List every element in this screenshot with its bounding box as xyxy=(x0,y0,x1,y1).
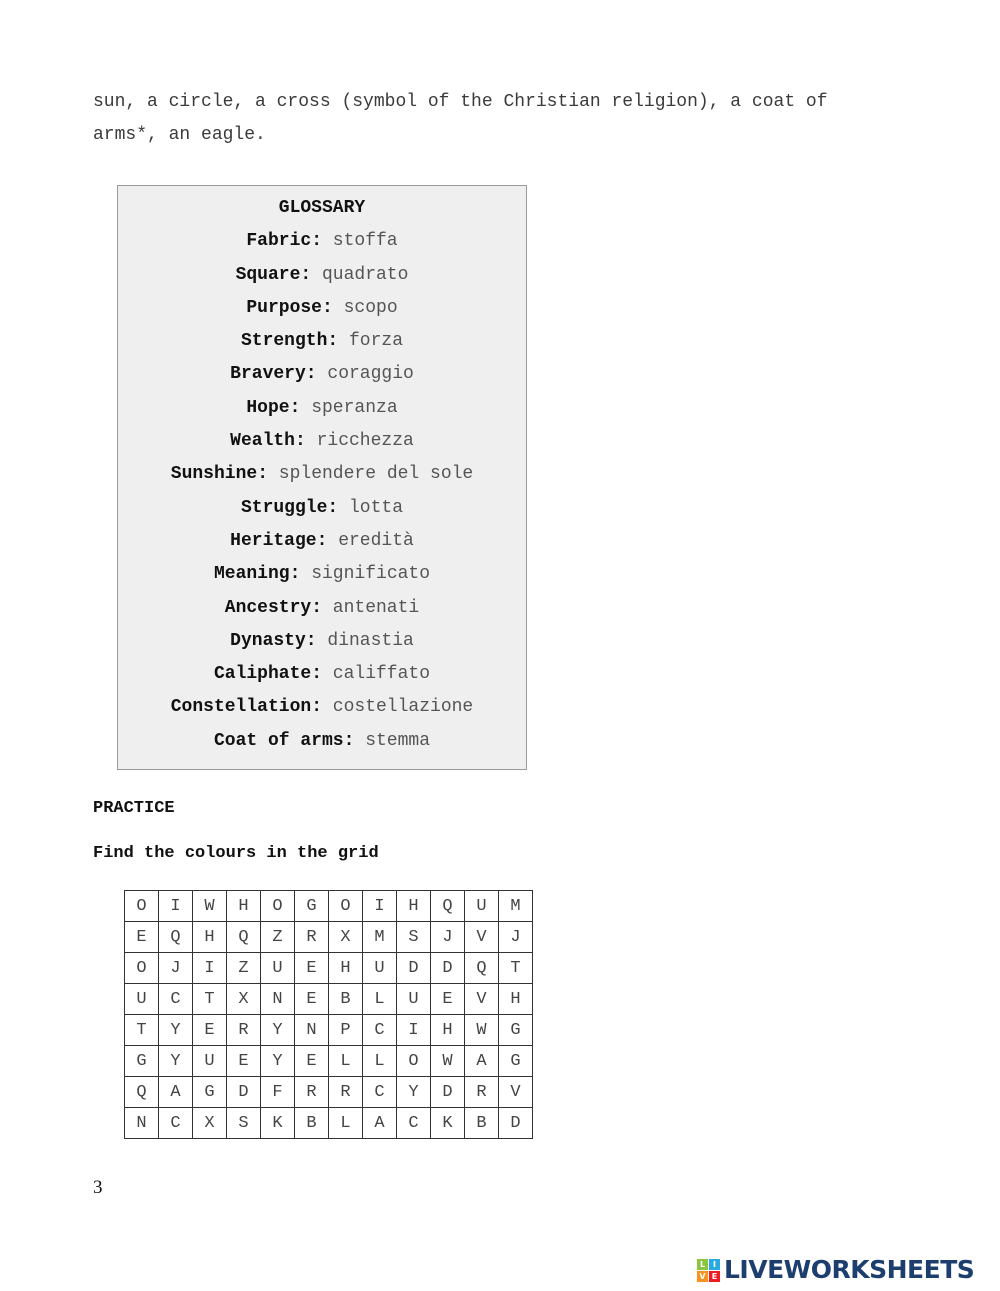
grid-cell: L xyxy=(329,1108,363,1139)
grid-cell: D xyxy=(431,953,465,984)
intro-line-2: arms*, an eagle. xyxy=(93,125,266,145)
grid-cell: L xyxy=(363,984,397,1015)
grid-cell: Y xyxy=(261,1046,295,1077)
glossary-definition: scopo xyxy=(343,297,398,318)
grid-cell: Q xyxy=(227,922,261,953)
glossary-colon: : xyxy=(322,297,344,318)
glossary-title: GLOSSARY xyxy=(278,198,366,218)
grid-cell: D xyxy=(499,1108,533,1139)
grid-row xyxy=(125,953,533,984)
grid-row xyxy=(125,984,533,1015)
glossary-definition: califfato xyxy=(332,664,431,685)
grid-cell: S xyxy=(397,922,431,953)
grid-cell: U xyxy=(125,984,159,1015)
grid-cell: K xyxy=(431,1108,465,1139)
grid-cell: X xyxy=(227,984,261,1015)
glossary-entry xyxy=(118,492,526,525)
grid-cell: B xyxy=(329,984,363,1015)
glossary-term: Fabric xyxy=(246,231,312,252)
grid-cell: D xyxy=(397,953,431,984)
grid-cell: Q xyxy=(465,953,499,984)
glossary-term: Heritage xyxy=(230,530,317,551)
glossary-term: Strength xyxy=(240,331,328,352)
glossary-term: Dynasty xyxy=(230,630,306,651)
grid-cell: J xyxy=(431,922,465,953)
glossary-colon: : xyxy=(316,530,339,551)
glossary-definition: ricchezza xyxy=(316,431,414,452)
grid-cell: R xyxy=(465,1077,499,1108)
glossary-term: Constellation xyxy=(170,697,312,718)
grid-cell: O xyxy=(397,1046,431,1077)
glossary-colon: : xyxy=(305,364,328,385)
word-search-grid xyxy=(124,890,533,1139)
grid-cell: P xyxy=(329,1015,363,1046)
grid-cell: M xyxy=(499,891,533,922)
grid-cell: T xyxy=(499,953,533,984)
glossary-definition: stemma xyxy=(365,730,431,751)
liveworksheets-logo-icon xyxy=(697,1259,720,1282)
grid-cell: T xyxy=(125,1015,159,1046)
glossary-colon: : xyxy=(311,597,333,618)
grid-cell: M xyxy=(363,922,397,953)
glossary-entry xyxy=(118,625,526,658)
glossary-term: Struggle xyxy=(240,497,328,518)
grid-cell: W xyxy=(431,1046,465,1077)
glossary-entry xyxy=(118,691,526,724)
grid-cell: U xyxy=(363,953,397,984)
glossary-term: Sunshine xyxy=(170,464,258,485)
grid-cell: D xyxy=(227,1077,261,1108)
glossary-entry xyxy=(118,358,526,391)
grid-cell: Q xyxy=(125,1077,159,1108)
grid-cell: A xyxy=(363,1108,397,1139)
glossary-term: Ancestry xyxy=(224,597,312,618)
grid-cell: B xyxy=(465,1108,499,1139)
grid-cell: Z xyxy=(227,953,261,984)
grid-cell: K xyxy=(261,1108,295,1139)
glossary-definition: dinastia xyxy=(327,630,414,651)
grid-cell: O xyxy=(125,891,159,922)
grid-cell: N xyxy=(125,1108,159,1139)
logo-square: V xyxy=(697,1271,708,1282)
logo-square: I xyxy=(709,1259,720,1270)
practice-heading: PRACTICE xyxy=(93,799,175,818)
glossary-entry xyxy=(118,658,526,691)
grid-cell: U xyxy=(193,1046,227,1077)
grid-cell: E xyxy=(295,984,329,1015)
grid-cell: H xyxy=(431,1015,465,1046)
grid-cell: Y xyxy=(159,1046,193,1077)
grid-cell: G xyxy=(295,891,329,922)
glossary-colon: : xyxy=(257,464,279,485)
grid-cell: E xyxy=(193,1015,227,1046)
glossary-colon: : xyxy=(311,231,333,252)
grid-cell: C xyxy=(397,1108,431,1139)
glossary-term: Wealth xyxy=(230,431,295,452)
grid-row xyxy=(125,922,533,953)
grid-cell: E xyxy=(431,984,465,1015)
glossary-term: Meaning xyxy=(213,564,290,585)
glossary-term: Purpose xyxy=(246,297,322,318)
glossary-entry xyxy=(118,292,526,325)
grid-cell: G xyxy=(499,1046,533,1077)
grid-cell: E xyxy=(227,1046,261,1077)
glossary-list xyxy=(118,192,526,758)
grid-cell: V xyxy=(465,922,499,953)
grid-cell: H xyxy=(397,891,431,922)
glossary-definition: antenati xyxy=(332,597,420,618)
glossary-entry xyxy=(118,458,526,491)
glossary-entry xyxy=(118,392,526,425)
glossary-entry xyxy=(118,558,526,591)
liveworksheets-brand xyxy=(697,1255,974,1285)
glossary-definition: forza xyxy=(349,331,404,352)
grid-cell: R xyxy=(295,1077,329,1108)
logo-square: L xyxy=(697,1259,708,1270)
glossary-colon: : xyxy=(300,264,322,285)
grid-row xyxy=(125,891,533,922)
glossary-definition: quadrato xyxy=(322,264,409,285)
grid-cell: Y xyxy=(397,1077,431,1108)
grid-cell: I xyxy=(363,891,397,922)
grid-cell: C xyxy=(159,1108,193,1139)
grid-cell: R xyxy=(295,922,329,953)
glossary-box xyxy=(117,185,527,770)
glossary-term: Coat of arms xyxy=(213,730,344,751)
glossary-entry xyxy=(118,525,526,558)
grid-cell: S xyxy=(227,1108,261,1139)
glossary-definition: costellazione xyxy=(332,697,474,718)
glossary-definition: eredità xyxy=(338,530,414,551)
grid-cell: V xyxy=(465,984,499,1015)
grid-cell: R xyxy=(329,1077,363,1108)
grid-row xyxy=(125,1015,533,1046)
grid-cell: E xyxy=(125,922,159,953)
grid-cell: A xyxy=(465,1046,499,1077)
grid-cell: X xyxy=(193,1108,227,1139)
grid-cell: U xyxy=(261,953,295,984)
page-number: 3 xyxy=(93,1177,103,1198)
grid-cell: D xyxy=(431,1077,465,1108)
glossary-term: Bravery xyxy=(230,364,306,385)
glossary-colon: : xyxy=(305,630,328,651)
grid-cell: U xyxy=(397,984,431,1015)
glossary-term: Hope xyxy=(246,397,290,418)
grid-cell: Z xyxy=(261,922,295,953)
grid-cell: G xyxy=(125,1046,159,1077)
glossary-definition: splendere del sole xyxy=(278,464,474,485)
practice-instruction: Find the colours in the grid xyxy=(93,844,379,863)
grid-cell: V xyxy=(499,1077,533,1108)
grid-cell: Y xyxy=(261,1015,295,1046)
glossary-colon: : xyxy=(311,664,333,685)
glossary-term: Square xyxy=(235,264,301,285)
grid-cell: H xyxy=(499,984,533,1015)
grid-row xyxy=(125,1108,533,1139)
grid-cell: B xyxy=(295,1108,329,1139)
grid-cell: Q xyxy=(431,891,465,922)
grid-cell: O xyxy=(125,953,159,984)
glossary-definition: lotta xyxy=(349,497,404,518)
glossary-entry xyxy=(118,259,526,292)
grid-cell: R xyxy=(227,1015,261,1046)
grid-cell: T xyxy=(193,984,227,1015)
glossary-colon: : xyxy=(327,497,349,518)
grid-cell: N xyxy=(261,984,295,1015)
glossary-colon: : xyxy=(327,331,349,352)
glossary-entry xyxy=(118,725,526,758)
glossary-colon: : xyxy=(289,397,312,418)
glossary-definition: speranza xyxy=(311,397,398,418)
grid-cell: G xyxy=(193,1077,227,1108)
glossary-entry xyxy=(118,325,526,358)
grid-cell: W xyxy=(465,1015,499,1046)
grid-cell: U xyxy=(465,891,499,922)
intro-line-1: sun, a circle, a cross (symbol of the Christian religion), a coat of xyxy=(93,92,828,112)
grid-row xyxy=(125,1077,533,1108)
grid-cell: I xyxy=(397,1015,431,1046)
glossary-colon: : xyxy=(294,431,317,452)
grid-cell: C xyxy=(363,1077,397,1108)
logo-square: E xyxy=(709,1271,720,1282)
grid-cell: H xyxy=(193,922,227,953)
glossary-colon: : xyxy=(343,730,366,751)
glossary-definition: coraggio xyxy=(327,364,414,385)
grid-cell: N xyxy=(295,1015,329,1046)
glossary-definition: stoffa xyxy=(332,231,398,252)
grid-cell: I xyxy=(193,953,227,984)
grid-row xyxy=(125,1046,533,1077)
grid-cell: E xyxy=(295,953,329,984)
glossary-colon: : xyxy=(311,697,333,718)
grid-cell: L xyxy=(329,1046,363,1077)
grid-cell: Y xyxy=(159,1015,193,1046)
grid-cell: J xyxy=(499,922,533,953)
grid-cell: F xyxy=(261,1077,295,1108)
intro-text xyxy=(93,86,923,152)
grid-cell: C xyxy=(159,984,193,1015)
grid-cell: H xyxy=(227,891,261,922)
glossary-entry xyxy=(118,592,526,625)
grid-cell: Q xyxy=(159,922,193,953)
grid-cell: L xyxy=(363,1046,397,1077)
brand-name: LIVEWORKSHEETS xyxy=(724,1255,975,1284)
grid-cell: A xyxy=(159,1077,193,1108)
glossary-term: Caliphate xyxy=(213,664,312,685)
grid-cell: C xyxy=(363,1015,397,1046)
grid-cell: O xyxy=(329,891,363,922)
grid-cell: J xyxy=(159,953,193,984)
glossary-entry xyxy=(118,425,526,458)
glossary-entry xyxy=(118,225,526,258)
grid-cell: I xyxy=(159,891,193,922)
glossary-definition: significato xyxy=(311,564,431,585)
grid-cell: X xyxy=(329,922,363,953)
grid-cell: O xyxy=(261,891,295,922)
grid-cell: H xyxy=(329,953,363,984)
glossary-colon: : xyxy=(289,564,312,585)
grid-cell: W xyxy=(193,891,227,922)
grid-cell: E xyxy=(295,1046,329,1077)
grid-cell: G xyxy=(499,1015,533,1046)
